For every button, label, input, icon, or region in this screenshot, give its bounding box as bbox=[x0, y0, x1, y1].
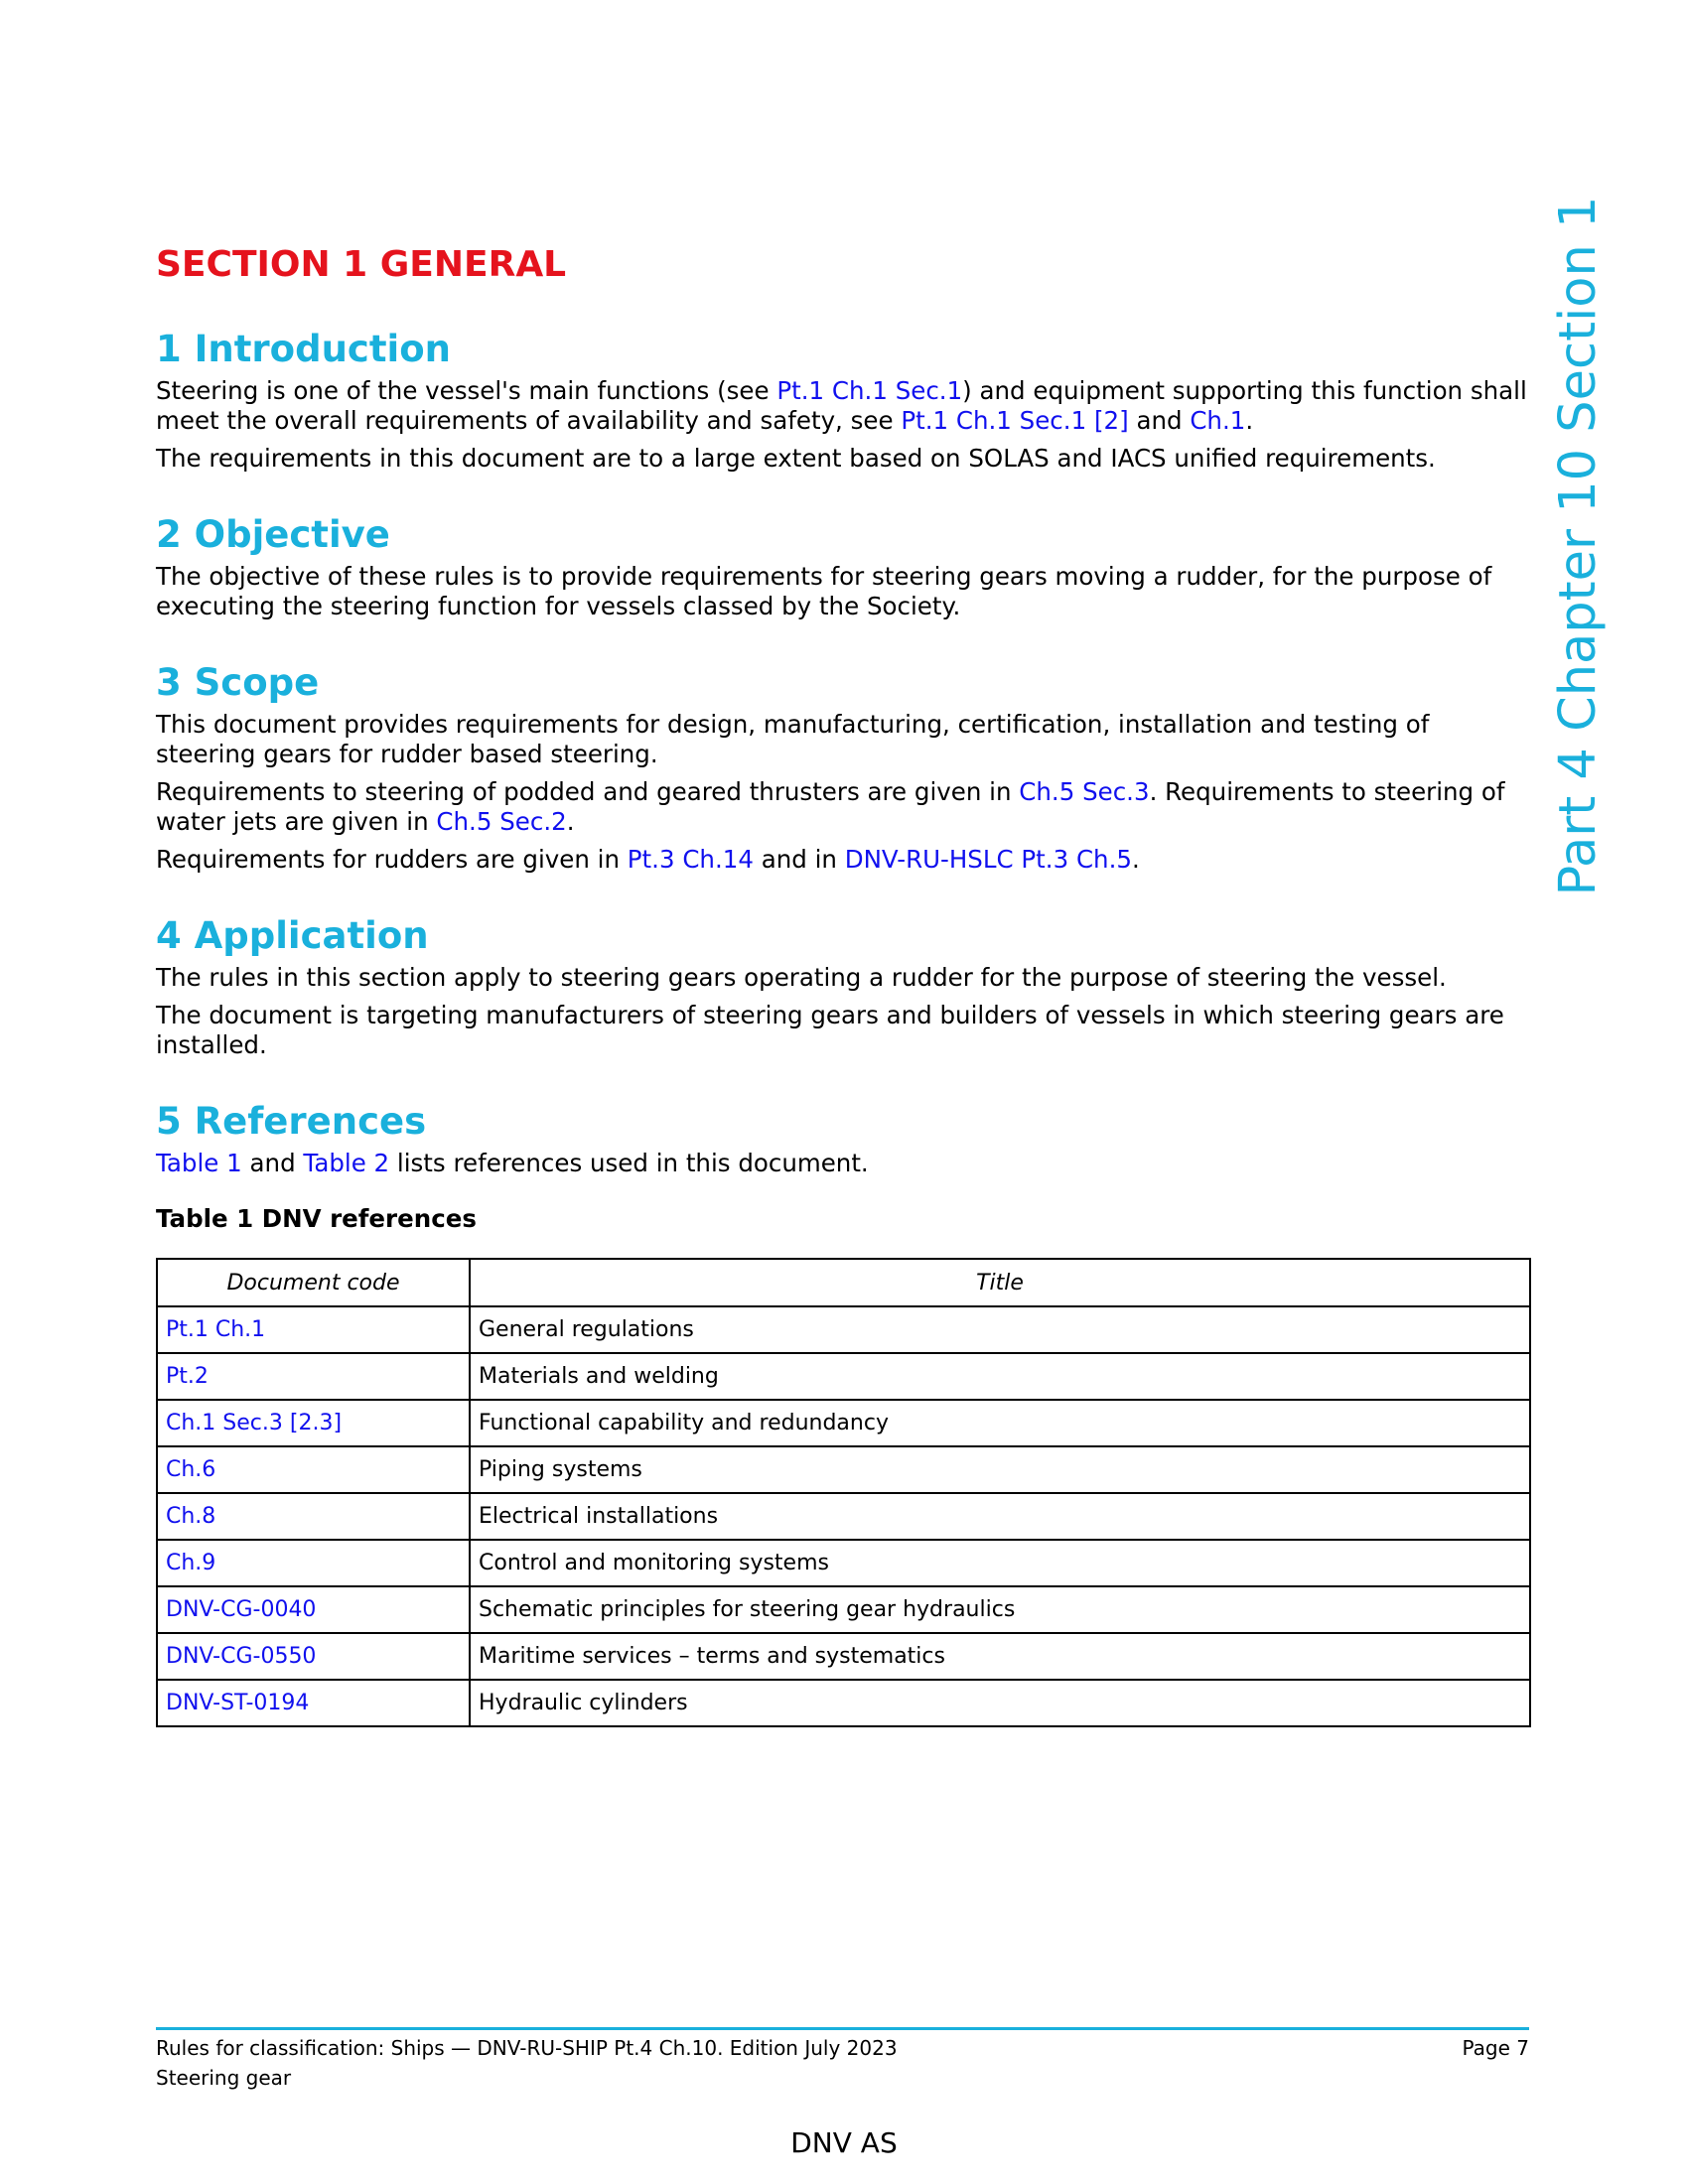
link-pt3-ch14[interactable]: Pt.3 Ch.14 bbox=[627, 845, 754, 874]
row-link[interactable]: Ch.8 bbox=[166, 1504, 216, 1529]
heading-objective: 2 Objective bbox=[156, 513, 390, 556]
section-title: SECTION 1 GENERAL bbox=[156, 244, 567, 285]
footer-company: DNV AS bbox=[790, 2126, 898, 2159]
table-cell-code bbox=[157, 1446, 470, 1493]
table-row bbox=[157, 1306, 1530, 1353]
table-row bbox=[157, 1680, 1530, 1726]
link-dnv-ru-hslc[interactable]: DNV-RU-HSLC Pt.3 Ch.5 bbox=[844, 845, 1132, 874]
heading-application: 4 Application bbox=[156, 914, 429, 957]
table-caption: Table 1 DNV references bbox=[156, 1204, 477, 1233]
footer-document-title: Rules for classification: Ships — DNV-RU-SHIP Pt.4 Ch.10. Edition July 2023 bbox=[156, 2036, 898, 2060]
table-cell-title: Schematic principles for steering gear hydraulics bbox=[470, 1586, 1530, 1633]
link-ch1[interactable]: Ch.1 bbox=[1190, 406, 1246, 435]
references-paragraph: Table 1 and Table 2 lists references used in this document. bbox=[156, 1149, 869, 1177]
table-cell-code bbox=[157, 1680, 470, 1726]
objective-paragraph: The objective of these rules is to provide requirements for steering gears moving a rudder, for the purpose of executing the steering function for vessels classed by the Society. bbox=[156, 562, 1492, 620]
link-table-2[interactable]: Table 2 bbox=[303, 1149, 390, 1177]
page-content bbox=[156, 243, 1529, 1727]
table-row bbox=[157, 1353, 1530, 1400]
table-row bbox=[157, 1493, 1530, 1540]
side-chapter-label: Part 4 Chapter 10 Section 1 bbox=[1549, 196, 1608, 896]
table-header-row bbox=[157, 1259, 1530, 1306]
scope-paragraph-1: This document provides requirements for design, manufacturing, certification, installation and testing of steering gears for rudder based steering. bbox=[156, 710, 1430, 768]
row-link[interactable]: Ch.1 Sec.3 [2.3] bbox=[166, 1411, 343, 1435]
table-cell-code bbox=[157, 1306, 470, 1353]
table-row bbox=[157, 1446, 1530, 1493]
table-row bbox=[157, 1540, 1530, 1586]
heading-references: 5 References bbox=[156, 1100, 427, 1143]
table-cell-title: Maritime services – terms and systematics bbox=[470, 1633, 1530, 1680]
application-paragraph-1: The rules in this section apply to steering gears operating a rudder for the purpose of steering the vessel. bbox=[156, 963, 1447, 992]
row-link[interactable]: Ch.9 bbox=[166, 1551, 216, 1575]
intro-paragraph-1: Steering is one of the vessel's main functions (see Pt.1 Ch.1 Sec.1) and equipment supporting this function shall meet the overall requirements of availability and safety, see Pt.1 Ch.1 Sec.1 [2] and Ch.1. bbox=[156, 376, 1527, 435]
table-cell-code bbox=[157, 1493, 470, 1540]
table-cell-title: General regulations bbox=[470, 1306, 1530, 1353]
footer-page-number: Page 7 bbox=[1462, 2036, 1529, 2060]
footer bbox=[156, 2033, 1529, 2093]
row-link[interactable]: Pt.2 bbox=[166, 1364, 209, 1389]
table-row bbox=[157, 1586, 1530, 1633]
row-link[interactable]: DNV-CG-0040 bbox=[166, 1597, 317, 1622]
heading-introduction: 1 Introduction bbox=[156, 328, 451, 370]
dnv-references-table bbox=[156, 1258, 1531, 1727]
footer-subtitle: Steering gear bbox=[156, 2066, 292, 2090]
table-cell-code bbox=[157, 1633, 470, 1680]
link-table-1[interactable]: Table 1 bbox=[156, 1149, 242, 1177]
link-pt1-ch1-sec1[interactable]: Pt.1 Ch.1 Sec.1 bbox=[776, 376, 963, 405]
table-cell-code bbox=[157, 1586, 470, 1633]
row-link[interactable]: DNV-ST-0194 bbox=[166, 1691, 310, 1715]
application-paragraph-2: The document is targeting manufacturers of steering gears and builders of vessels in which steering gears are installed. bbox=[156, 1001, 1504, 1059]
column-header-document-code: Document code bbox=[157, 1259, 470, 1306]
table-cell-title: Control and monitoring systems bbox=[470, 1540, 1530, 1586]
scope-paragraph-3: Requirements for rudders are given in Pt.3 Ch.14 and in DNV-RU-HSLC Pt.3 Ch.5. bbox=[156, 845, 1140, 874]
link-ch5-sec2[interactable]: Ch.5 Sec.2 bbox=[436, 807, 567, 836]
table-cell-code bbox=[157, 1353, 470, 1400]
table-cell-title: Electrical installations bbox=[470, 1493, 1530, 1540]
row-link[interactable]: DNV-CG-0550 bbox=[166, 1644, 317, 1669]
row-link[interactable]: Ch.6 bbox=[166, 1457, 216, 1482]
table-cell-title: Piping systems bbox=[470, 1446, 1530, 1493]
heading-scope: 3 Scope bbox=[156, 661, 320, 704]
table-cell-code bbox=[157, 1540, 470, 1586]
table-row bbox=[157, 1633, 1530, 1680]
table-cell-code bbox=[157, 1400, 470, 1446]
column-header-title: Title bbox=[470, 1259, 1530, 1306]
row-link[interactable]: Pt.1 Ch.1 bbox=[166, 1317, 266, 1342]
table-cell-title: Hydraulic cylinders bbox=[470, 1680, 1530, 1726]
table-row bbox=[157, 1400, 1530, 1446]
table-cell-title: Functional capability and redundancy bbox=[470, 1400, 1530, 1446]
table-cell-title: Materials and welding bbox=[470, 1353, 1530, 1400]
link-pt1-ch1-sec1-2[interactable]: Pt.1 Ch.1 Sec.1 [2] bbox=[901, 406, 1129, 435]
link-ch5-sec3[interactable]: Ch.5 Sec.3 bbox=[1019, 777, 1150, 806]
scope-paragraph-2: Requirements to steering of podded and geared thrusters are given in Ch.5 Sec.3. Requirements to steering of water jets are given in Ch.5 Sec.2. bbox=[156, 777, 1505, 836]
footer-divider bbox=[156, 2027, 1529, 2030]
intro-paragraph-2: The requirements in this document are to a large extent based on SOLAS and IACS unified requirements. bbox=[156, 444, 1436, 473]
